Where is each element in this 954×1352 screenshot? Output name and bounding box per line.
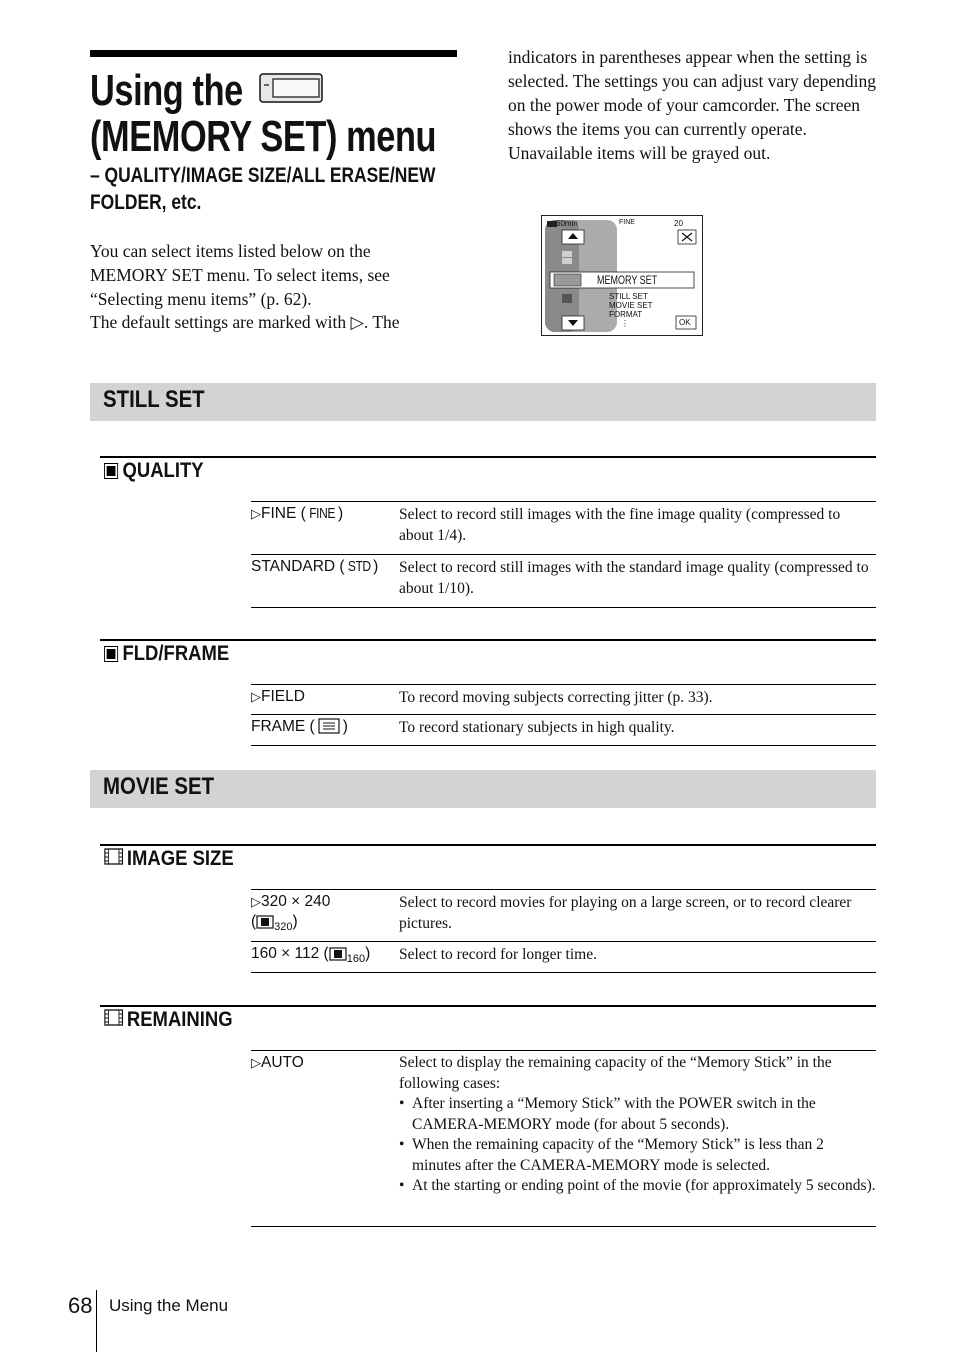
fld-frame-heading: FLD/FRAME: [104, 642, 229, 666]
page-title-line2: (MEMORY SET) menu: [90, 112, 437, 161]
camera-still-icon: [104, 646, 118, 662]
page-title-line1: Using the: [90, 66, 243, 115]
memory-card-icon: [259, 73, 323, 103]
table-row: ▷AUTO Select to display the remaining capacity of the “Memory Stick” in the following cases: • After inserting a “Memory Stick” with the POWER switch in the CAMERA-MEMORY mode (for about 5 seconds). • When the remaining capacity of the “Memory Stick” is less than 2 minutes after the CAMERA-MEMORY mode is selected. • At the starting or ending point of the movie (for approximately 5 seconds).: [251, 1050, 876, 1227]
movie-size-320-icon: [256, 914, 274, 936]
image-size-heading: IMAGE SIZE: [104, 847, 234, 871]
lcd-screen-illustration: [541, 215, 703, 336]
table-row: 160 × 112 ( $_{160}$) Select to record for longer time.: [251, 941, 876, 973]
list-item: • At the starting or ending point of the movie (for approximately 5 seconds).: [412, 1176, 876, 1197]
table-row: STANDARD ( STD ) Select to record still images with the standard image quality (compressed to about 1/10).: [251, 554, 876, 608]
page-subtitle-line2: FOLDER, etc.: [90, 191, 202, 214]
battery-indicator: 60min: [556, 219, 578, 228]
intro-paragraph-continued: indicators in parentheses appear when the setting is selected. The settings you can adjust vary depending on the power mode of your camcorder. The screen shows the items you can currently operate. Unavailable items will be grayed out.: [508, 47, 877, 163]
screen-menu-title: MEMORY SET: [597, 273, 658, 287]
quality-table: [251, 501, 876, 608]
film-icon: [104, 1008, 123, 1032]
fld-frame-table: [251, 684, 876, 746]
table-row: ▷320 × 240 ( $_{320}$) Select to record movies for playing on a large screen, or to record clearer pictures.: [251, 889, 876, 941]
footer-divider: [96, 1290, 97, 1352]
quality-indicator: FINE: [619, 219, 635, 226]
image-size-table: [251, 889, 876, 973]
image-count: 20: [674, 219, 683, 228]
movie-size-160-icon: [329, 946, 347, 968]
remaining-heading: REMAINING: [104, 1008, 233, 1032]
page-number: 68: [68, 1293, 93, 1318]
fine-indicator: FINE: [308, 505, 335, 522]
section-band-still-set: STILL SET: [90, 383, 876, 421]
section-rule: [100, 1005, 876, 1007]
list-item: • After inserting a “Memory Stick” with the POWER switch in the CAMERA-MEMORY mode (for about 5 seconds).: [412, 1094, 876, 1135]
ok-label: OK: [679, 318, 691, 327]
film-icon: [104, 847, 123, 871]
section-rule: [100, 456, 876, 458]
list-item: • When the remaining capacity of the “Memory Stick” is less than 2 minutes after the CAMERA-MEMORY mode is selected.: [412, 1135, 876, 1176]
title-rule: [90, 50, 457, 57]
table-row: ▷FINE ( FINE ) Select to record still images with the fine image quality (compressed to about 1/4).: [251, 501, 876, 554]
page-subtitle-line1: – QUALITY/IMAGE SIZE/ALL ERASE/NEW: [90, 164, 436, 187]
section-rule: [100, 844, 876, 846]
footer-section-label: Using the Menu: [109, 1296, 229, 1315]
section-band-movie-set: MOVIE SET: [90, 770, 876, 808]
intro-text-1: You can select items listed below on the MEMORY SET menu. To select items, see “Selecting menu items” (p. 62).: [90, 241, 390, 309]
camera-still-icon: [104, 463, 118, 479]
intro-paragraph: [90, 240, 450, 335]
table-row: FRAME ( ) To record stationary subjects in high quality.: [251, 714, 876, 746]
remaining-table: [251, 1050, 876, 1227]
quality-heading: QUALITY: [104, 459, 204, 483]
frame-icon: [318, 718, 340, 740]
intro-text-2: The default settings are marked with ▷. The: [90, 312, 400, 333]
screen-menu-items: STILL SET MOVIE SET FORMAT ⋮: [609, 292, 653, 328]
table-row: ▷FIELD To record moving subjects correcting jitter (p. 33).: [251, 684, 876, 714]
std-indicator: STD: [347, 558, 371, 575]
section-rule: [100, 639, 876, 641]
